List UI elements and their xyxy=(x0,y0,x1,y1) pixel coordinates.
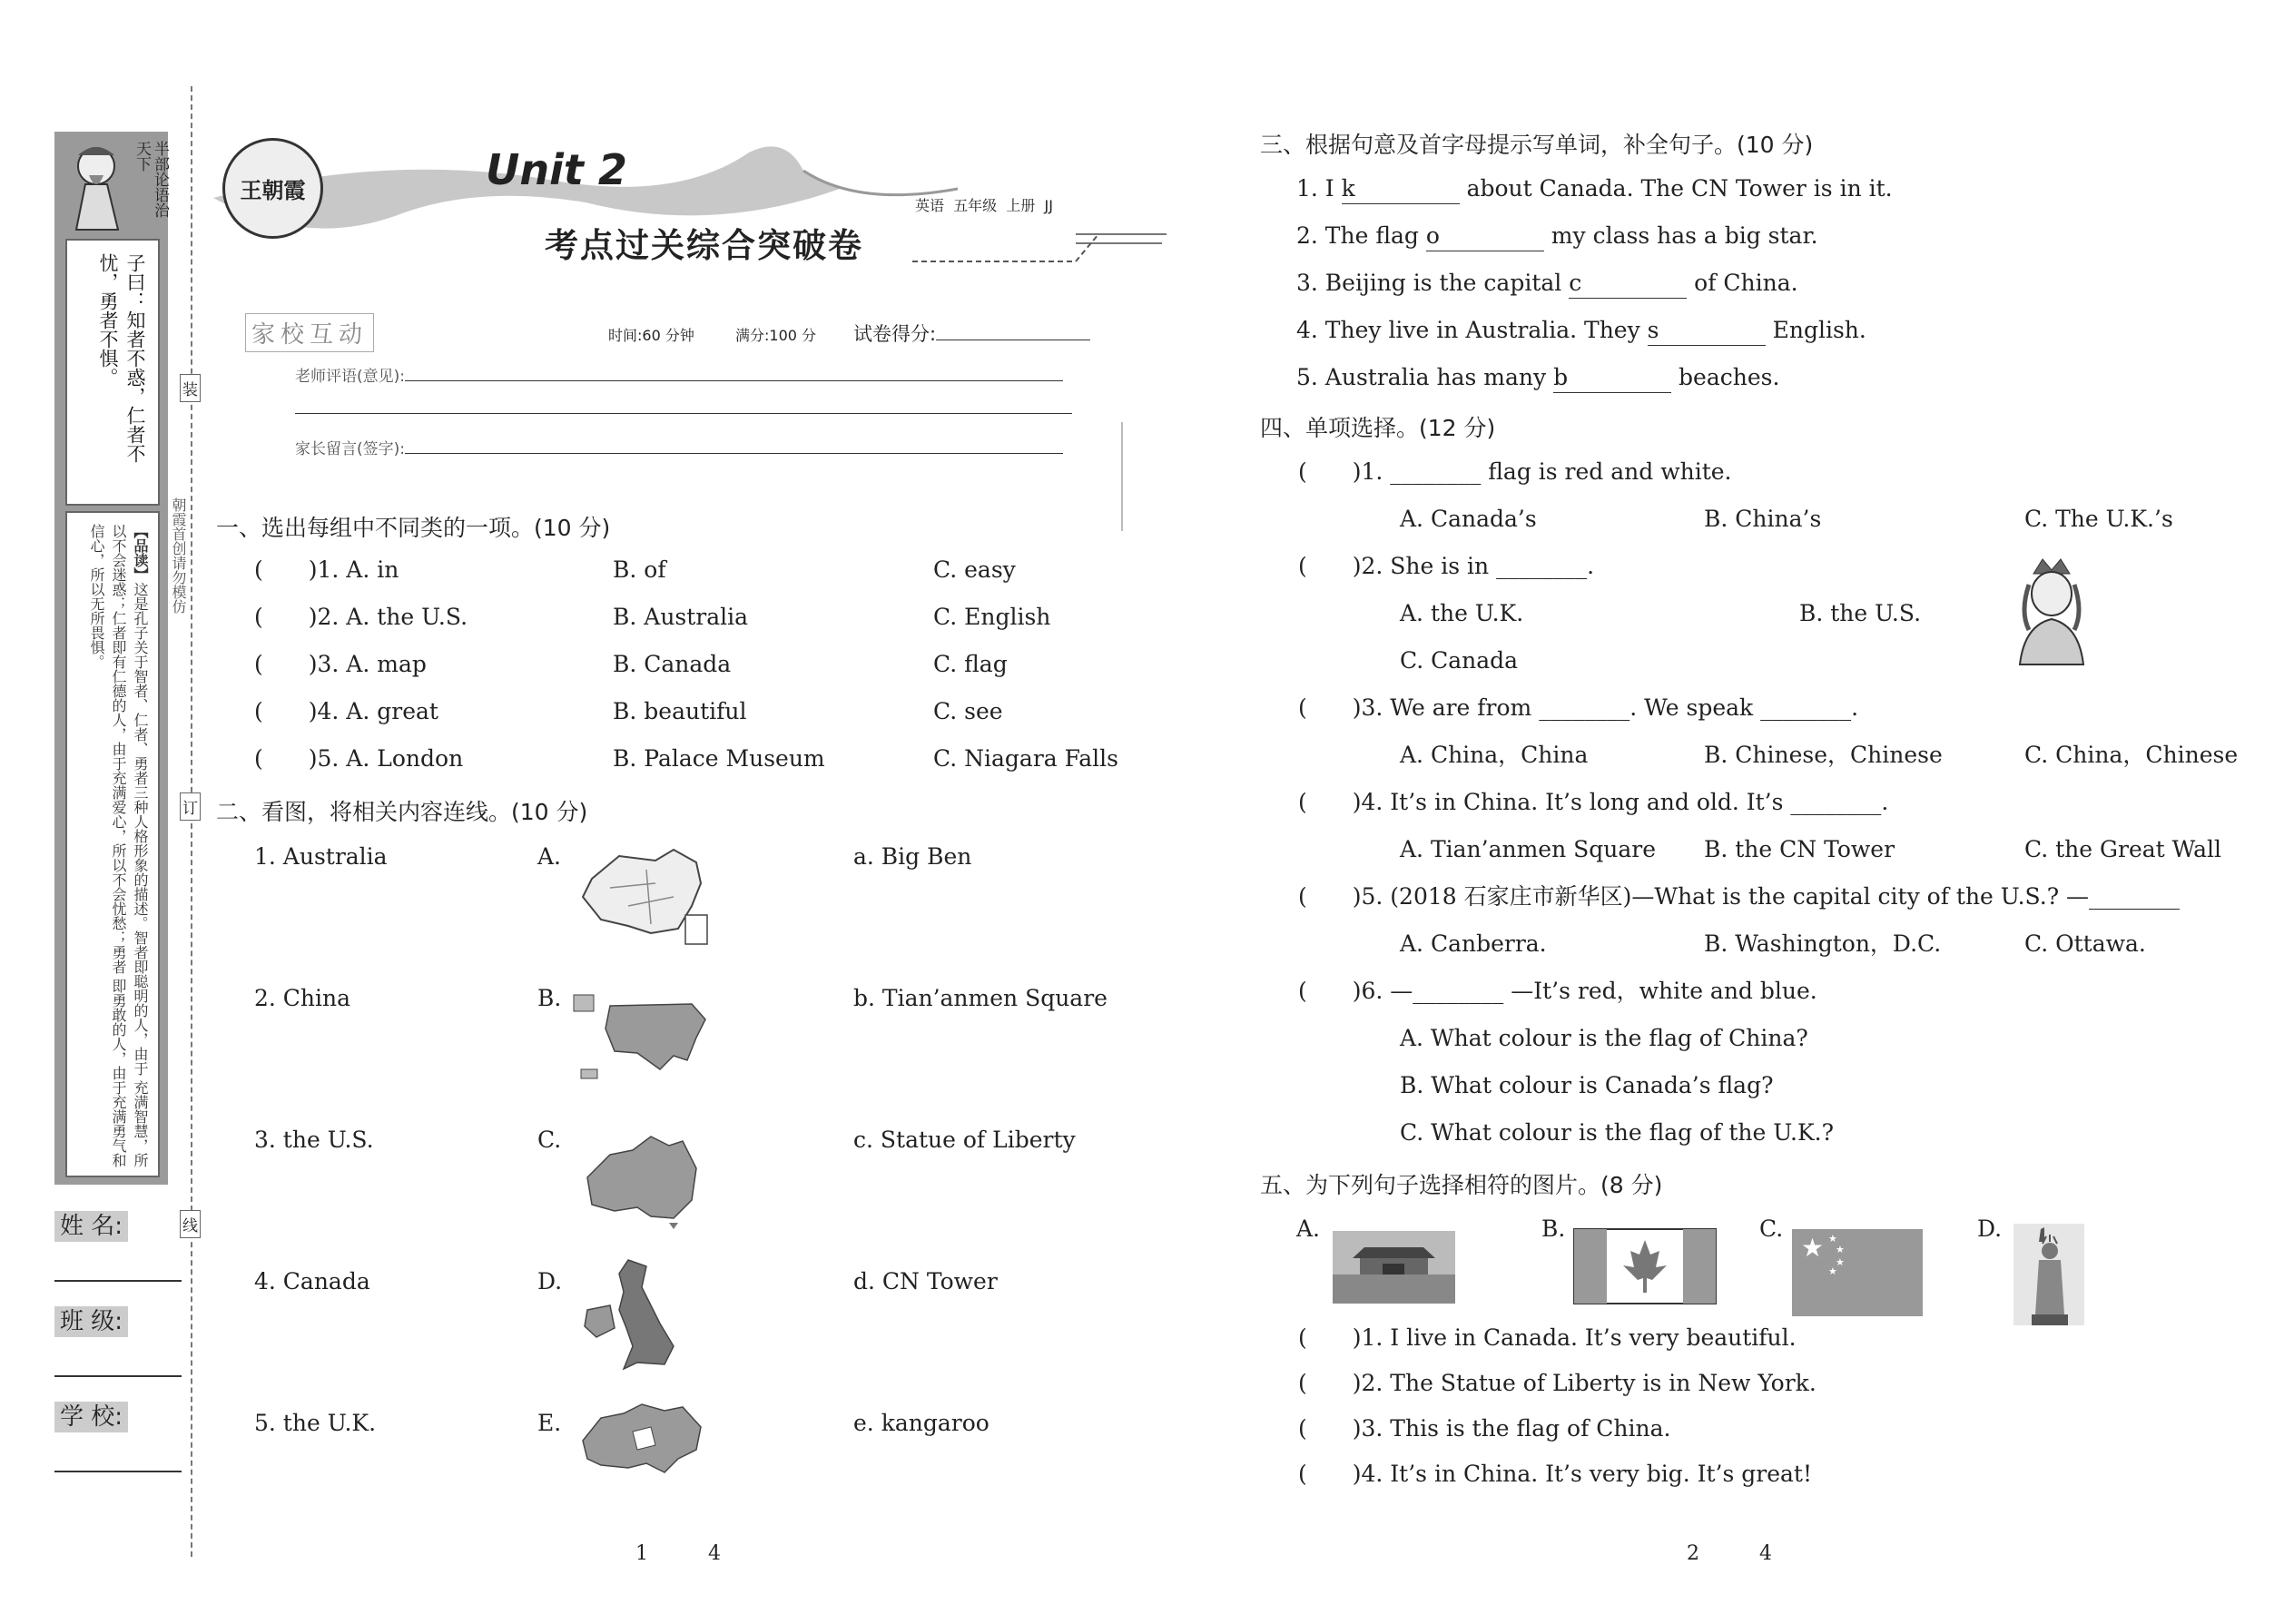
canada-map-image xyxy=(574,1400,710,1500)
reading-box xyxy=(65,511,160,1177)
s2-mid-b: B. xyxy=(537,985,562,1011)
page-title: 考点过关综合突破卷 xyxy=(545,226,863,265)
s2-left-5: 5. the U.K. xyxy=(254,1410,377,1436)
s3-q2: 2. The flag o my class has a big star. xyxy=(1296,221,1818,251)
s1-q2-c: C. English xyxy=(933,604,1051,630)
parent-comment[interactable] xyxy=(295,436,1063,458)
s2-left-3: 3. the U.S. xyxy=(254,1127,374,1153)
home-school-title: 家校互动 xyxy=(245,313,374,352)
s4-q5-b: B. Washington，D.C. xyxy=(1704,930,1942,957)
page-footer-right: 2 4 xyxy=(1687,1542,1772,1565)
svg-text:★: ★ xyxy=(1828,1265,1837,1277)
s1-q4-b: B. beautiful xyxy=(613,698,747,724)
copyright-note: 朝霞首创请勿模仿 xyxy=(170,497,187,614)
confucius-illustration xyxy=(60,139,133,230)
cut-mark-1: 装 xyxy=(180,374,201,402)
s4-q1-c: C. The U.K.’s xyxy=(2024,506,2173,532)
s5-pic-d-label: D. xyxy=(1977,1216,2003,1242)
s5-pic-b-label: B. xyxy=(1541,1216,1566,1242)
svg-text:★: ★ xyxy=(1836,1256,1845,1268)
s4-q4: ( )4. It’s in China. It’s long and old. It’s ________. xyxy=(1298,789,1889,815)
s3-q4: 4. They live in Australia. They s English. xyxy=(1296,316,1866,346)
s5-q2: ( )2. The Statue of Liberty is in New York. xyxy=(1298,1370,1816,1396)
australia-map-image xyxy=(574,1127,710,1232)
s4-q3-a: A. China，China xyxy=(1400,742,1589,768)
s1-q3-c: C. flag xyxy=(933,651,1008,677)
s1-q4-c: C. see xyxy=(933,698,1003,724)
uk-map-image xyxy=(574,1255,710,1378)
s2-left-1: 1. Australia xyxy=(254,843,388,870)
box-rule xyxy=(1121,422,1123,531)
section-2-title: 二、看图，将相关内容连线。(10 分) xyxy=(216,799,588,825)
parent-label: 家长留言(签字): xyxy=(295,440,405,458)
s4-q3-b: B. Chinese，Chinese xyxy=(1704,742,1943,768)
s4-q1: ( )1. ________ flag is red and white. xyxy=(1298,458,1732,485)
section-2 xyxy=(254,842,1117,1478)
canada-flag-image xyxy=(1574,1229,1716,1304)
cut-mark-2: 订 xyxy=(180,792,201,821)
tiananmen-image xyxy=(1333,1231,1455,1304)
s4-q1-b: B. China’s xyxy=(1704,506,1822,532)
unit-title: Unit 2 xyxy=(486,145,627,194)
section-3-title: 三、根据句意及首字母提示写单词，补全句子。(10 分) xyxy=(1260,132,1814,158)
teacher-line-2 xyxy=(295,413,1072,414)
china-flag-image xyxy=(1792,1229,1923,1316)
s3-blank-5[interactable]: b xyxy=(1553,363,1671,393)
s5-pic-a-label: A. xyxy=(1296,1216,1321,1242)
s1-q5-c: C. Niagara Falls xyxy=(933,745,1118,772)
s1-q2-a: ( )2. A. the U.S. xyxy=(254,604,468,630)
s5-q4: ( )4. It’s in China. It’s very big. It’s great! xyxy=(1298,1461,1812,1487)
s4-q5: ( )5. (2018 石家庄市新华区)—What is the capital city of the U.S.? —________ xyxy=(1298,883,2181,910)
exam-time: 时间:60 分钟 xyxy=(608,327,694,344)
reading-text: 【品读】这是孔子关于智者、仁者、勇者三种人格形象的描述。智者即聪明的人，由于 充满智慧，所以不会迷惑；仁者即有仁德的人，由于充满爱心，所以不会忧愁；勇者 即勇敢的人，由于充满勇气和信心，所以无所畏惧。 xyxy=(88,524,149,1168)
queen-illustration xyxy=(2011,557,2092,666)
s2-right-c: c. Statue of Liberty xyxy=(853,1127,1076,1153)
s4-q2-c: C. Canada xyxy=(1400,647,1519,674)
section-5 xyxy=(1296,1215,2259,1505)
s4-q4-a: A. Tian’anmen Square xyxy=(1400,836,1657,862)
s2-left-2: 2. China xyxy=(254,985,351,1011)
s5-q1: ( )1. I live in Canada. It’s very beautiful. xyxy=(1298,1324,1797,1351)
teacher-label: 老师评语(意见): xyxy=(295,368,405,386)
s4-q5-c: C. Ottawa. xyxy=(2024,930,2146,957)
s3-blank-3[interactable]: c xyxy=(1569,269,1687,299)
s4-q2-a: A. the U.K. xyxy=(1400,600,1524,626)
section-1-title: 一、选出每组中不同类的一项。(10 分) xyxy=(216,515,611,541)
s3-blank-1[interactable]: k xyxy=(1342,174,1460,204)
score-field[interactable] xyxy=(853,320,1090,347)
s2-mid-e: E. xyxy=(537,1410,562,1436)
full-score: 满分:100 分 xyxy=(735,327,817,344)
section-4-title: 四、单项选择。(12 分) xyxy=(1260,415,1496,441)
s2-mid-d: D. xyxy=(537,1268,563,1294)
s5-pic-c-label: C. xyxy=(1759,1216,1784,1242)
s4-q4-c: C. the Great Wall xyxy=(2024,836,2222,862)
score-label: 试卷得分: xyxy=(853,323,937,345)
s1-q1-b: B. of xyxy=(613,556,666,583)
s4-q3: ( )3. We are from ________. We speak ________. xyxy=(1298,694,1859,721)
s5-q3: ( )3. This is the flag of China. xyxy=(1298,1415,1671,1442)
cut-mark-3: 线 xyxy=(180,1210,201,1238)
svg-text:★: ★ xyxy=(1801,1233,1825,1263)
s3-blank-2[interactable]: o xyxy=(1426,221,1544,251)
s2-right-d: d. CN Tower xyxy=(853,1268,998,1294)
s2-right-b: b. Tian’anmen Square xyxy=(853,985,1108,1011)
section-5-title: 五、为下列句子选择相符的图片。(8 分) xyxy=(1260,1172,1663,1198)
s4-q4-b: B. the CN Tower xyxy=(1704,836,1895,862)
cut-line xyxy=(191,86,192,1557)
course-tag: 英语 五年级 上册 JJ xyxy=(915,197,1053,214)
s2-mid-c: C. xyxy=(537,1127,562,1153)
s2-right-a: a. Big Ben xyxy=(853,843,972,870)
publisher-logo xyxy=(222,138,323,239)
logo-text: 王朝霞 xyxy=(240,178,306,203)
s4-q1-a: A. Canada’s xyxy=(1400,506,1537,532)
s2-left-4: 4. Canada xyxy=(254,1268,370,1294)
sidebar-top xyxy=(54,132,168,1185)
name-field[interactable] xyxy=(54,1207,182,1289)
s4-q2: ( )2. She is in ________. xyxy=(1298,553,1595,579)
s3-q1: 1. I k about Canada. The CN Tower is in it. xyxy=(1296,174,1893,204)
svg-text:★: ★ xyxy=(1836,1244,1845,1255)
class-field[interactable] xyxy=(54,1303,182,1384)
s1-q2-b: B. Australia xyxy=(613,604,749,630)
us-map-image xyxy=(574,988,710,1092)
s4-q2-b: B. the U.S. xyxy=(1799,600,1922,626)
page-footer-left: 1 4 xyxy=(635,1542,721,1565)
china-map-image xyxy=(574,842,710,947)
s1-q1-c: C. easy xyxy=(933,556,1016,583)
s1-q3-b: B. Canada xyxy=(613,651,732,677)
quote-text: 子曰：知者不惑，仁者不 忧，勇者不惧。 xyxy=(97,253,146,463)
school-field[interactable] xyxy=(54,1398,182,1480)
name-label: 姓 名: xyxy=(54,1211,128,1242)
s2-right-e: e. kangaroo xyxy=(853,1410,989,1436)
s1-q5-a: ( )5. A. London xyxy=(254,745,464,772)
school-label: 学 校: xyxy=(54,1402,128,1432)
sidebar-title: 半部论语治天下 xyxy=(133,141,169,218)
s1-q3-a: ( )3. A. map xyxy=(254,651,427,677)
s4-q3-c: C. China，Chinese xyxy=(2024,742,2239,768)
s3-blank-4[interactable]: s xyxy=(1648,316,1766,346)
section-4 xyxy=(1298,458,2260,1166)
quote-box xyxy=(65,239,160,506)
s3-q5: 5. Australia has many b beaches. xyxy=(1296,363,1779,393)
s1-q4-a: ( )4. A. great xyxy=(254,698,438,724)
s4-q6-b: B. What colour is Canada’s flag? xyxy=(1400,1072,1774,1098)
s1-q5-b: B. Palace Museum xyxy=(613,745,825,772)
s1-q1-a: ( )1. A. in xyxy=(254,556,399,583)
svg-text:★: ★ xyxy=(1828,1233,1837,1245)
teacher-comment[interactable] xyxy=(295,363,1063,386)
s2-mid-a: A. xyxy=(537,843,562,870)
home-school-box xyxy=(241,304,1130,477)
statue-of-liberty-image xyxy=(2013,1224,2084,1325)
class-label: 班 级: xyxy=(54,1306,128,1337)
s4-q6-a: A. What colour is the flag of China? xyxy=(1400,1025,1808,1051)
s3-q3: 3. Beijing is the capital c of China. xyxy=(1296,269,1798,299)
s4-q5-a: A. Canberra. xyxy=(1400,930,1547,957)
s4-q6: ( )6. —________ —It’s red，white and blue. xyxy=(1298,978,1817,1004)
s4-q6-c: C. What colour is the flag of the U.K.? xyxy=(1400,1119,1835,1146)
